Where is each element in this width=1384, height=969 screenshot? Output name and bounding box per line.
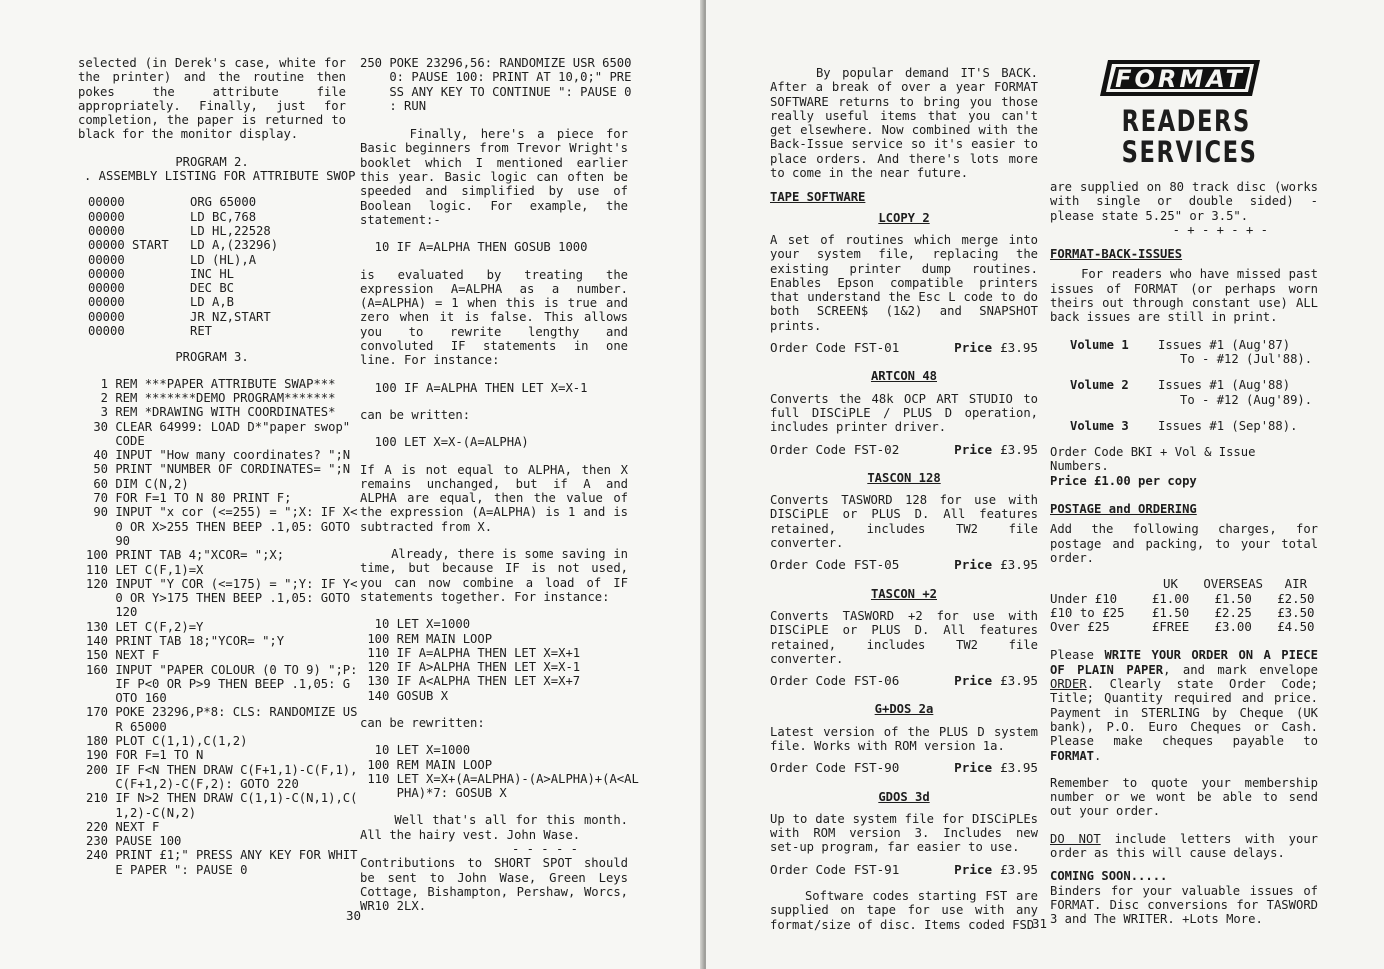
price-value: £3.95 (1000, 557, 1038, 573)
product-description: Latest version of the PLUS D system file. Works with ROM version 1a. (770, 724, 1046, 753)
page-number-left: 30 (346, 908, 362, 923)
asm-op: RET (190, 324, 213, 339)
product-name: G+DOS 2a (874, 702, 934, 717)
asm-label (132, 210, 190, 224)
please-text: Please (1050, 648, 1105, 663)
asm-op: LD (HL),A (190, 252, 257, 267)
postage-header-row (1050, 577, 1320, 591)
price-group (954, 863, 1038, 877)
basic-line: 170 POKE 23296,P*8: CLS: RANDOMIZE US (86, 705, 358, 720)
order-code-group (770, 443, 899, 457)
asm-line (88, 310, 346, 324)
basic-line: 130 LET C(F,2)=Y (86, 619, 204, 634)
order-code-group (770, 863, 899, 877)
product-item (770, 586, 1046, 689)
can-be-rewritten: can be rewritten: (360, 715, 485, 730)
volume-item (1070, 419, 1318, 433)
asm-line (88, 281, 346, 295)
dash-separator: - - - - - (511, 842, 578, 857)
basic-listing (86, 376, 358, 877)
basic-line: 240 PRINT £1;" PRESS ANY KEY FOR WHIT (86, 848, 358, 863)
postage-cell: £2.50 (1277, 590, 1315, 606)
product-item (770, 789, 1046, 877)
code-if-let: 100 IF A=ALPHA THEN LET X=X-1 (360, 380, 588, 395)
volume-list (1050, 338, 1318, 433)
asm-op: DEC BC (190, 281, 235, 296)
product-name: ARTCON 48 (870, 369, 938, 384)
product-name: TASCON +2 (870, 586, 938, 601)
basic-line: 0 OR X>255 THEN BEEP .1,05: GOTO (86, 519, 351, 534)
basic-line: 60 DIM C(N,2) (86, 476, 189, 491)
product-name: GDOS 3d (878, 789, 930, 804)
volume-issues-line: Issues #1 (Aug'87) (1158, 337, 1291, 352)
please-mid: , and mark envelope (1163, 662, 1326, 677)
postage-header-cell: UK (1163, 576, 1178, 592)
asm-label (132, 224, 190, 238)
product-order-line (770, 674, 1038, 688)
asm-op: LD HL,22528 (190, 223, 271, 238)
please-post: . Clearly state Order Code; Title; Quantity required and price. Payment in STERLING by Cheque (UK bank), P.O. Euro Cheques or Cash. Please make cheques payable to (1050, 677, 1326, 749)
basic-line: 40 INPUT "How many coordinates? ";N (86, 448, 351, 463)
finally-paragraph: Finally, here's a piece for Basic beginners from Trevor Wright's booklet which I mentioned earlier this year. Basic logic can often be speeded and simplified by use of Boolean logic. For example, the statement:- (360, 127, 636, 227)
format-logo (1098, 56, 1262, 100)
basic-line: 230 PAUSE 100 (86, 834, 182, 849)
price-group (954, 558, 1038, 572)
contributions-paragraph: Contributions to SHORT SPOT should be sent to John Wase, Green Leys Cottage, Bishampton, Pershaw, Worcs, WR10 2LX. (360, 856, 636, 914)
order-code-label: Order Code (770, 340, 846, 356)
asm-addr: 00000 (88, 209, 125, 224)
volume-label: Volume 1 (1070, 337, 1129, 352)
basic-line: 1,2)-C(N,2) (86, 805, 197, 820)
code-block-rewritten: 10 LET X=1000 100 REM MAIN LOOP 110 LET X=X+(A=ALPHA)-(A>ALPHA)+(A<AL PHA)*7: GOSUB X (367, 743, 639, 801)
remember-text: Remember to quote your membership number or we wont be able to send out your order. (1050, 775, 1326, 819)
product-description: Converts TASWORD 128 for use with DISCiPLE or PLUS D. All features retained, includes TW2 file converter. (770, 493, 1046, 551)
asm-op: ORG 65000 (190, 195, 257, 210)
code-line-250: 250 POKE 23296,56: RANDOMIZE USR 6500 0: PAUSE 100: PRINT AT 10,0;" PRE SS ANY KEY TO CONTINUE ": PAUSE 0 : RUN (360, 56, 632, 113)
basic-line: 160 INPUT "PAPER COLOUR (0 TO 9) ";P: (86, 662, 358, 677)
price-label: Price (954, 340, 993, 356)
sign-off-paragraph: Well that's all for this month. All the hairy vest. John Wase. (360, 813, 643, 842)
postage-row (1050, 606, 1320, 620)
program3-title: PROGRAM 3. (175, 350, 249, 365)
price-group (954, 443, 1038, 457)
price-label: Price (954, 441, 993, 457)
postage-cell: £FREE (1151, 619, 1190, 635)
coming-soon-text: Binders for your valuable issues of FORMAT. Disc conversions for TASWORD 3 and The WRITER. +Lots More. (1050, 883, 1326, 927)
asm-addr: 00000 (88, 238, 125, 253)
product-item (770, 369, 1046, 457)
do-not-rest: include letters with your order as this will cause delays. (1050, 831, 1326, 860)
product-order-line (770, 341, 1038, 355)
basic-line: 0 OR Y>175 THEN BEEP .1,05: GOTO (86, 591, 351, 606)
ordering-instructions (1050, 648, 1326, 763)
product-list (770, 210, 1046, 877)
order-code-label: Order Code (770, 557, 846, 573)
product-order-line (770, 443, 1038, 457)
basic-line: 3 REM *DRAWING WITH COORDINATES* (86, 405, 336, 420)
postage-header-cell: OVERSEAS (1203, 576, 1264, 592)
product-order-line (770, 863, 1038, 877)
bki-price: Price £1.00 per copy (1050, 473, 1197, 488)
price-label: Price (954, 760, 993, 776)
order-code-value: FST-06 (853, 673, 900, 689)
volume-issues-line: To - #12 (Jul'88). (1158, 351, 1313, 366)
plus-separator: - + - + - + - (1172, 222, 1268, 237)
basic-line: 120 INPUT "Y COR (<=175) = ";Y: IF Y< (86, 576, 358, 591)
order-code-group (770, 558, 899, 572)
basic-line: OTO 160 (86, 691, 167, 706)
asm-label: START (132, 238, 169, 253)
do-not-text (1050, 831, 1326, 861)
volume-label: Volume 3 (1070, 418, 1129, 433)
asm-addr: 00000 (88, 309, 125, 324)
postage-cell: £1.00 (1151, 590, 1190, 606)
volume-item (1070, 378, 1318, 407)
product-description: Converts TASWORD +2 for use with DISCiPLE or PLUS D. All features retained, includes TW2 file converter. (770, 608, 1046, 666)
can-be-written: can be written: (360, 407, 471, 422)
asm-label (132, 195, 190, 209)
asm-op: INC HL (190, 266, 235, 281)
order-code-value: FST-01 (853, 340, 900, 356)
asm-label (132, 253, 190, 267)
postage-cell: £3.00 (1214, 619, 1252, 635)
order-code-value: FST-02 (853, 441, 900, 457)
asm-line (88, 238, 346, 252)
basic-line: E PAPER ": PAUSE 0 (86, 862, 248, 877)
please-bold: WRITE YOUR ORDER ON A PIECE OF PLAIN PAPER (1050, 648, 1326, 677)
tape-software-heading: TAPE SOFTWARE (770, 190, 866, 205)
basic-line: 190 FOR F=1 TO N (86, 748, 204, 763)
basic-line: 50 PRINT "NUMBER OF CORDINATES= ";N (86, 462, 351, 477)
postage-cell: £1.50 (1214, 590, 1252, 606)
supplied-text: are supplied on 80 track disc (works with single or double sided) - please state 5.25" or 3.5". (1050, 180, 1326, 223)
price-label: Price (954, 557, 993, 573)
volume-issues (1158, 378, 1318, 407)
product-item (770, 470, 1046, 573)
order-code-group (770, 674, 899, 688)
postage-cell: £1.50 (1151, 604, 1190, 620)
postage-header-cell: AIR (1284, 576, 1308, 592)
price-group (954, 674, 1038, 688)
basic-line: R 65000 (86, 719, 167, 734)
volume-label: Volume 2 (1070, 378, 1129, 393)
already-paragraph: Already, there is some saving in time, but because IF is not used, you can now combine a load of IF statements together. For instance: (360, 547, 636, 604)
page-number-right: 31 (1032, 916, 1048, 931)
basic-line: 220 NEXT F (86, 819, 160, 834)
basic-line: 2 REM *******DEMO PROGRAM******* (86, 390, 336, 405)
asm-op: JR NZ,START (190, 309, 271, 324)
basic-line: 90 INPUT "x cor (<=255) = ";X: IF X< (86, 505, 358, 520)
intro-paragraph: selected (in Derek's case, white for the printer) and the routine then pokes the attribute file appropriately. Finally, just for completion, the paper is returned to black for the monitor display. (78, 56, 354, 142)
software-note: Software codes starting FST are supplied on tape for use with any format/size of disc. Items coded FSD (770, 889, 1046, 932)
asm-addr: 00000 (88, 266, 125, 281)
readers-services-intro: By popular demand IT'S BACK. After a break of over a year FORMAT SOFTWARE returns to bring you those really useful items that you can't get elsewhere. Now combined with the Back-Issue service so it's easier to place orders. And there's lots more to come in the near future. (770, 66, 1046, 181)
bki-order-code: Order Code BKI + Vol & Issue Numbers. (1050, 445, 1256, 474)
product-description: A set of routines which merge into your system file, replacing the existing printer dump routines. Enables Epson compatible printers that understand the Esc L code to do both SCREEN$ (1&2) and SNAPSHOT prints. (770, 232, 1046, 333)
asm-label (132, 295, 190, 309)
product-description: Converts the 48k OCP ART STUDIO to full DISCiPLE / PLUS D operation, includes printer driver. (770, 391, 1046, 435)
asm-addr: 00000 (88, 195, 125, 210)
price-value: £3.95 (1000, 340, 1038, 356)
order-code-label: Order Code (770, 673, 846, 689)
asm-line (88, 295, 346, 309)
coming-soon-heading: COMING SOON..... (1050, 869, 1168, 884)
basic-line: 110 LET C(F,1)=X (86, 562, 204, 577)
program2-title: PROGRAM 2. (175, 154, 249, 169)
basic-line: C(F+1,2)-C(F,2): GOTO 220 (86, 776, 299, 791)
volume-issues (1158, 338, 1318, 367)
product-item (770, 210, 1046, 356)
price-label: Price (954, 861, 993, 877)
basic-line: 200 IF F<N THEN DRAW C(F+1,1)-C(F,1), (86, 762, 358, 777)
postage-cell: Under £10 (1050, 590, 1118, 606)
asm-addr: 00000 (88, 324, 125, 339)
product-order-line (770, 761, 1038, 775)
assembly-listing (88, 195, 346, 338)
asm-addr: 00000 (88, 295, 125, 310)
volume-issues (1158, 419, 1318, 433)
left-column-1 (78, 56, 358, 877)
logo-text: FORMAT (1115, 65, 1245, 93)
volume-item (1070, 338, 1318, 367)
asm-op: LD A,B (190, 295, 235, 310)
volume-issues-line: Issues #1 (Aug'88) (1158, 378, 1291, 393)
price-value: £3.95 (1000, 760, 1038, 776)
order-code-label: Order Code (770, 861, 846, 877)
asm-addr: 00000 (88, 252, 125, 267)
left-column-2 (360, 56, 643, 927)
price-value: £3.95 (1000, 673, 1038, 689)
asm-op: LD A,(23296) (190, 238, 279, 253)
price-label: Price (954, 673, 993, 689)
basic-line: 180 PLOT C(1,1),C(1,2) (86, 734, 248, 749)
evaluated-paragraph: is evaluated by treating the expression A=ALPHA as a number. (A=ALPHA) = 1 when this is true and zero when it is false. This allows you to rewrite lengthy and convoluted IF statements in one line. For instance: (360, 267, 636, 368)
order-code-group (770, 761, 899, 775)
postage-cell: £4.50 (1277, 619, 1315, 635)
please-order: ORDER (1050, 677, 1087, 692)
postage-cell: £3.50 (1277, 604, 1315, 620)
product-description: Up to date system file for DISCiPLEs with ROM version 3. Includes new set-up program, far easier to use. (770, 811, 1046, 855)
asm-label (132, 310, 190, 324)
asm-line (88, 224, 346, 238)
if-not-equal-paragraph: If A is not equal to ALPHA, then X remains unchanged, but if A and ALPHA are equal, then the value of the expression (A=ALPHA) is 1 and is subtracted from X. (360, 462, 636, 534)
basic-line: 1 REM ***PAPER ATTRIBUTE SWAP*** (86, 376, 336, 391)
code-block-if: 10 LET X=1000 100 REM MAIN LOOP 110 IF A=ALPHA THEN LET X=X+1 120 IF A>ALPHA THEN LET X=X-1 130 IF A<ALPHA THEN LET X=X+7 140 GOSUB X (367, 617, 581, 703)
basic-line: 120 (86, 605, 138, 620)
product-name: TASCON 128 (867, 470, 941, 485)
asm-label (132, 324, 190, 338)
please-format: FORMAT (1050, 748, 1095, 763)
order-code-value: FST-90 (853, 760, 900, 776)
code-let-boolean: 100 LET X=X-(A=ALPHA) (360, 435, 529, 450)
postage-row (1050, 620, 1320, 634)
do-not-label: DO NOT (1050, 831, 1101, 846)
order-code-value: FST-91 (853, 861, 900, 877)
order-code-label: Order Code (770, 441, 846, 457)
postage-cell: Over £25 (1050, 619, 1110, 635)
readers-services-title: READERS SERVICES (1121, 104, 1258, 169)
order-code-group (770, 341, 899, 355)
postage-cell: £2.25 (1214, 604, 1252, 620)
asm-addr: 00000 (88, 223, 125, 238)
order-code-value: FST-05 (853, 557, 900, 573)
order-code-label: Order Code (770, 760, 846, 776)
price-group (954, 761, 1038, 775)
right-page (706, 0, 1384, 969)
postage-heading: POSTAGE and ORDERING (1050, 502, 1197, 517)
postage-table (1050, 577, 1320, 634)
basic-line: 150 NEXT F (86, 648, 160, 663)
asm-line (88, 195, 346, 209)
asm-label (132, 267, 190, 281)
basic-line: IF P<0 OR P>9 THEN BEEP .1,05: G (86, 676, 351, 691)
postage-text: Add the following charges, for postage and packing, to your total order. (1050, 522, 1326, 565)
price-value: £3.95 (1000, 441, 1038, 457)
asm-op: LD BC,768 (190, 209, 257, 224)
postage-header-cell (1050, 577, 1146, 591)
asm-line (88, 210, 346, 224)
asm-addr: 00000 (88, 281, 125, 296)
product-name: LCOPY 2 (878, 210, 930, 225)
volume-issues-line: To - #12 (Aug'89). (1158, 392, 1313, 407)
basic-line: 30 CLEAR 64999: LOAD D*"paper swop" (86, 419, 351, 434)
postage-row (1050, 592, 1320, 606)
back-issues-heading: FORMAT-BACK-ISSUES (1050, 247, 1183, 262)
right-column-2 (1050, 180, 1326, 939)
back-issues-text: For readers who have missed past issues of FORMAT (or perhaps worn theirs out through constant use) ALL back issues are still in print. (1050, 267, 1326, 325)
basic-line: 100 PRINT TAB 4;"XCOR= ";X; (86, 548, 285, 563)
price-value: £3.95 (1000, 861, 1038, 877)
please-end: . (1094, 748, 1102, 763)
basic-line: 70 FOR F=1 TO N 80 PRINT F; (86, 491, 292, 506)
basic-line: 210 IF N>2 THEN DRAW C(1,1)-C(N,1),C( (86, 791, 358, 806)
postage-cell: £10 to £25 (1050, 604, 1125, 620)
basic-line: 90 (86, 533, 131, 548)
basic-line: 140 PRINT TAB 18;"YCOR= ";Y (86, 633, 285, 648)
program2-subtitle: . ASSEMBLY LISTING FOR ATTRIBUTE SWOP (84, 169, 356, 184)
asm-line (88, 253, 346, 267)
volume-issues-line: Issues #1 (Sep'88). (1158, 418, 1298, 433)
product-order-line (770, 558, 1038, 572)
asm-line (88, 267, 346, 281)
price-group (954, 341, 1038, 355)
product-item (770, 702, 1046, 776)
asm-label (132, 281, 190, 295)
asm-line (88, 324, 346, 338)
code-if-gosub: 10 IF A=ALPHA THEN GOSUB 1000 (360, 240, 588, 255)
basic-line: CODE (86, 433, 145, 448)
